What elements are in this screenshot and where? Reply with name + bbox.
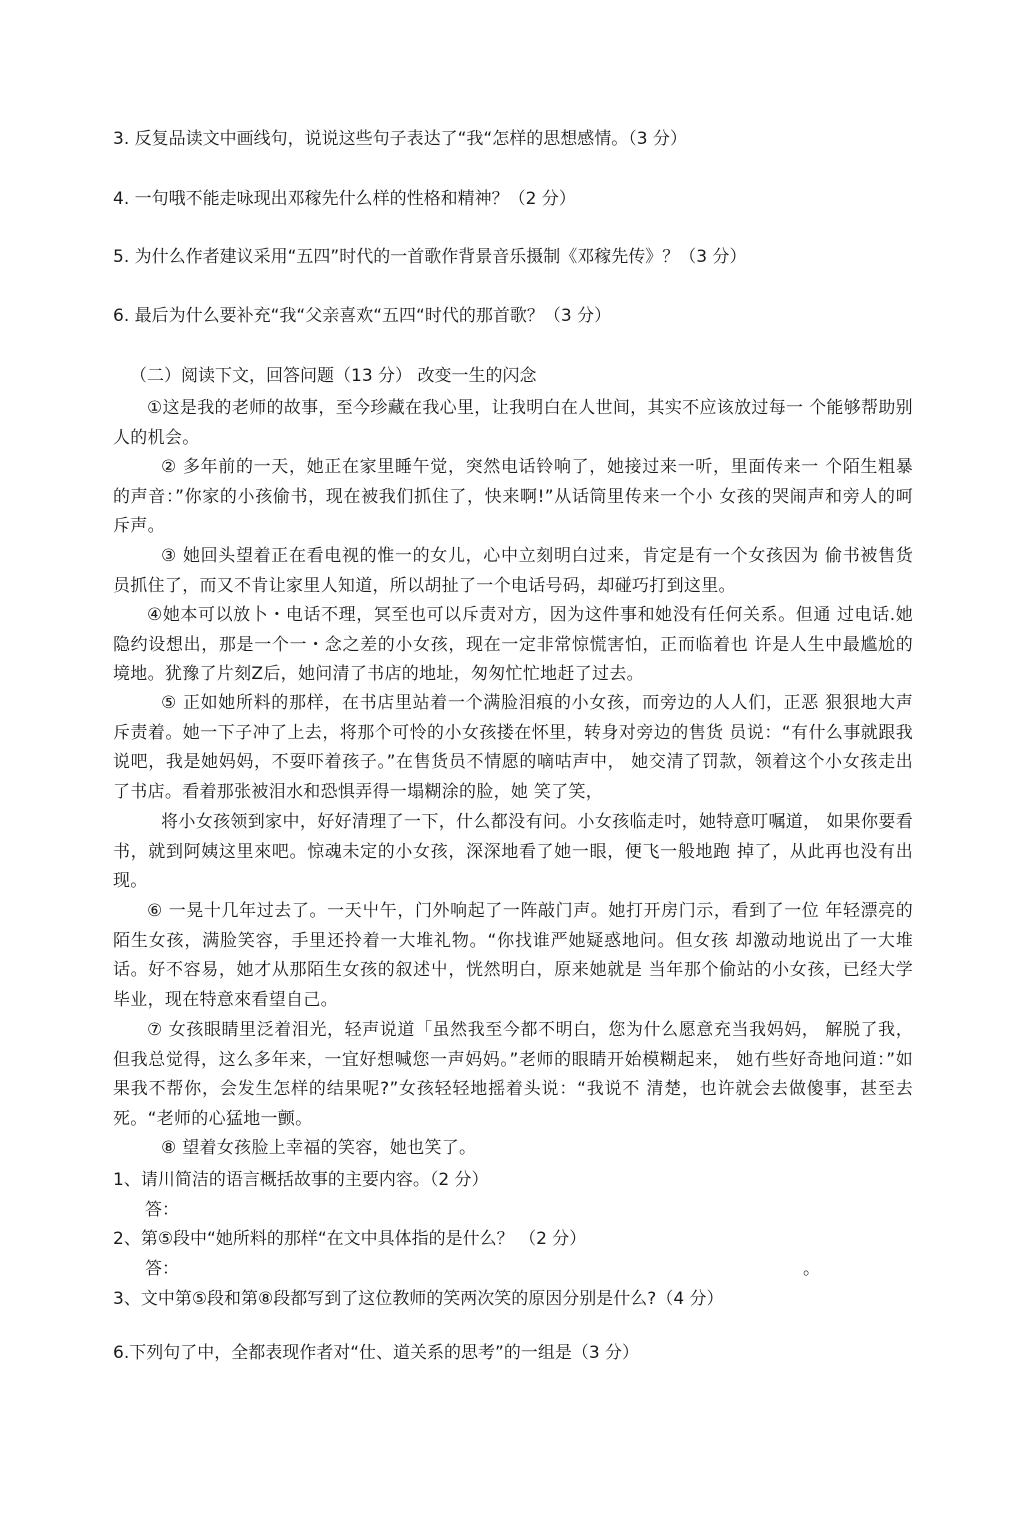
paragraph-7: ⑦ 女孩眼睛里泛着泪光，轻声说道「虽然我至今都不明白，您为什么愿意充当我妈妈， 解脱了我，但我总觉得，这么多年来，一宜好想喊您一声妈妈。”老师的眼睛开始模糊起来， 她冇些好奇地问道：”如果我不帮你，会发生怎样的结果呢?”女孩轻轻地摇着头说：“我说不 清楚，也许就会去做傻事，甚至去死。“老师的心猛地一颤。: [113, 1020, 913, 1129]
paragraph-4: ④她本可以放卜・电话不理，冥至也可以斥责对方，因为这件事和她没有任何关系。但通 过电话.她隐约设想出，那是一个一・念之差的小女孩，现在一定非常惊慌害怕，正而临着也 许是人生中最尴尬的境地。犹豫了片刻Z后，她问清了书店的地址，匆匆忙忙地赶了过去。: [113, 605, 913, 684]
paragraph-5: ⑤ 正如她所料的那样，在书店里站着一个满脸泪痕的小女孩，而旁边的人人们，正恶 狠狠地大声斥责着。她一下子冲了上去，将那个可怜的小女孩搂在怀里，转身对旁边的售货 员说：“有什么事就跟我说吧，我是她妈妈，不耍吓着孩子。”在售货员不情愿的嘀咕声中， 她交清了罚款，领着这个小女孩走出了书店。看着那张被泪水和恐惧弄得一塌糊涂的脸，她 笑了笑，: [113, 693, 913, 802]
paragraph-1: ①这是我的老师的故事，至今珍藏在我心里，让我明白在人世间，其实不应该放过每一 个能够帮助别人的机会。: [113, 398, 913, 448]
question-sub-6: 6.下列句了中，全都表现作者对“仕、道关系的思考”的一组是（3 分）: [113, 1343, 640, 1363]
question-sub-1: 1、请川简洁的语言概括故事的主要内容。（2 分）: [113, 1170, 489, 1190]
question-3: 3. 反复品读文中画线句，说说这些句子表达了“我“怎样的思想感情。（3 分）: [113, 129, 687, 149]
paragraph-8: ⑧ 望着女孩脸上幸福的笑容，她也笑了。: [161, 1138, 477, 1158]
section-heading: （二）阅读下文，回答问题（13 分） 改变一生的闪念: [130, 366, 537, 386]
answer-label-1: 答：: [145, 1200, 179, 1220]
paragraph-2: ② 多年前的一天，她正在家里睡午觉，突然电话铃响了，她接过来一听，里面传来一 个陌生粗暴的声音：”你家的小孩偷书，现在被我们抓住了，快来啊!”从话筒里传来一个小 女孩的哭闹声和旁人的呵斥声。: [113, 457, 913, 536]
answer-label-2: 答：: [145, 1259, 179, 1279]
question-5: 5. 为什么作者建议采用“五四”时代的一首歌作背景音乐摄制《邓稼先传》？（3 分）: [113, 247, 747, 267]
answer-end-mark: 。: [803, 1259, 820, 1279]
paragraph-3: ③ 她回头望着正在看电视的惟一的女儿，心中立刻明白过来，肯定是有一个女孩因为 偷书被售货员抓住了，而又不肯让家里人知道，所以胡扯了一个电话号码，却碰巧打到这里。: [113, 546, 913, 596]
question-sub-3: 3、文中第⑤段和第⑧段都写到了这位教师的笑两次笑的原因分别是什么?（4 分）: [113, 1289, 724, 1309]
paragraph-6: ⑥ 一晃十几年过去了。一天屮午，门外响起了一阵敲门声。她打开房门示，看到了一位 年轻漂亮的陌生女孩，满脸笑容，手里还拎着一大堆礼物。“你找谁严她疑惑地问。但女孩 却激动地说出了一大堆话。好不容易，她才从那陌生女孩的叙述屮，恍然明白，原来她就是 当年那个偷站的小女孩，已经大学毕业，现在特意來看望自己。: [113, 901, 913, 1010]
paragraph-5-continued: 将小女孩领到家中，好好清理了一下，什么都没有问。小女孩临走吋，她特意叮嘱道， 如果你要看书，就到阿姨这里來吧。惊魂未定的小女孩，深深地看了她一眼，便飞一般地跑 掉了，从此再也没有出现。: [113, 812, 913, 891]
question-6: 6. 最后为什么要补充“我“父亲喜欢“五四“时代的那首歌？（3 分）: [113, 306, 612, 326]
question-sub-2: 2、第⑤段中“她所料的那样“在文中具体指的是什么？ （2 分）: [113, 1229, 587, 1249]
question-4: 4. 一句哦不能走咏现出邓稼先什么样的性格和精神？（2 分）: [113, 189, 576, 209]
